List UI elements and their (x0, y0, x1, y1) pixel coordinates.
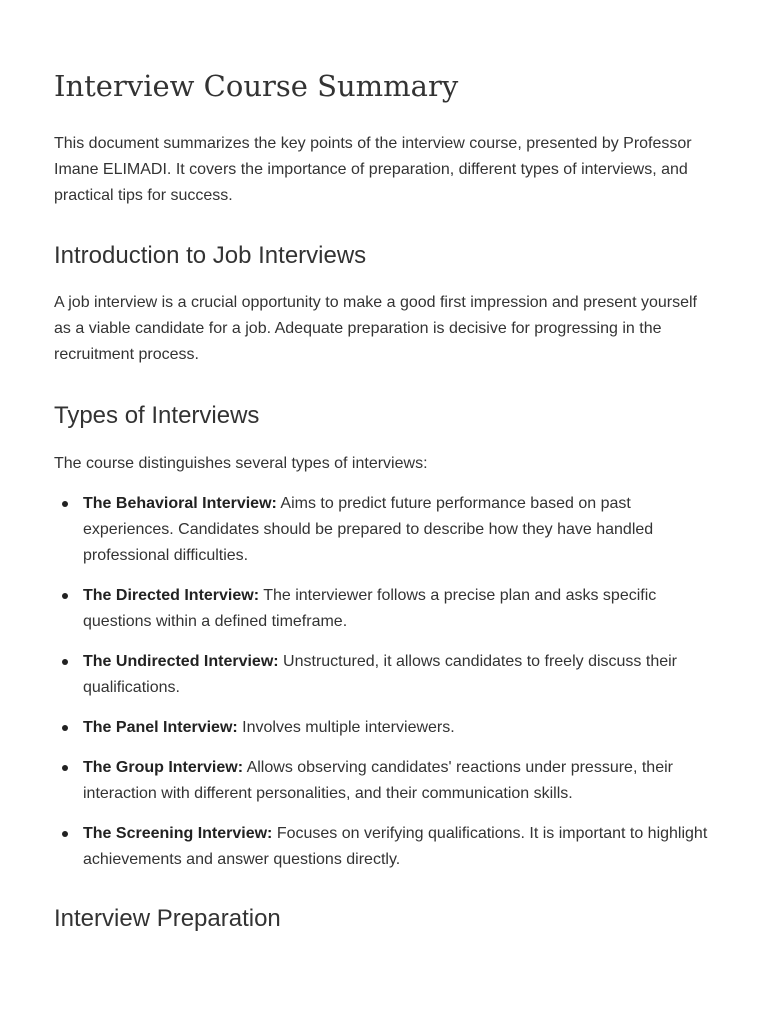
list-item-term: The Screening Interview: (83, 825, 273, 842)
list-item-text: Involves multiple interviewers. (237, 719, 455, 736)
heading-types: Types of Interviews (54, 402, 260, 429)
list-item-panel (54, 715, 720, 741)
bullet-icon (62, 501, 68, 507)
list-item-term: The Undirected Interview: (83, 653, 279, 670)
list-item-term: The Directed Interview: (83, 587, 260, 604)
list-item-text: Focuses on verifying qualifications. It is important to highlight achievements and answer questions directly. (83, 825, 708, 868)
list-item-term: The Panel Interview: (83, 719, 238, 736)
heading-introduction: Introduction to Job Interviews (54, 242, 367, 269)
interview-types-list (54, 491, 720, 887)
list-item-undirected (54, 649, 720, 701)
list-item-group (54, 755, 720, 807)
heading-preparation: Interview Preparation (54, 905, 281, 932)
list-item-text: Aims to predict future performance based on past experiences. Candidates should be prepared to describe how they have handled professional difficulties. (83, 495, 654, 564)
list-item-screening (54, 821, 720, 873)
list-item-text: Unstructured, it allows candidates to freely discuss their qualifications. (83, 653, 677, 696)
types-lead-paragraph: The course distinguishes several types of interviews: (54, 455, 428, 472)
introduction-paragraph: A job interview is a crucial opportunity to make a good first impression and present yourself as a viable candidate for a job. Adequate preparation is decisive for progressing in the recruitment process. (54, 294, 697, 363)
list-item-text: The interviewer follows a precise plan and asks specific questions within a defined timeframe. (83, 587, 657, 630)
list-item-text: Allows observing candidates' reactions under pressure, their interaction with different personalities, and their communication skills. (83, 759, 673, 802)
list-item-term: The Group Interview: (83, 759, 244, 776)
list-item-directed (54, 583, 720, 635)
bullet-icon (62, 725, 68, 731)
document-title: Interview Course Summary (54, 69, 459, 103)
bullet-icon (62, 659, 68, 665)
intro-paragraph: This document summarizes the key points of the interview course, presented by Professor Imane ELIMADI. It covers the importance of preparation, different types of interviews, and practical tips for success. (54, 135, 692, 204)
bullet-icon (62, 765, 68, 771)
bullet-icon (62, 593, 68, 599)
list-item-behavioral (54, 491, 720, 569)
list-item-term: The Behavioral Interview: (83, 495, 277, 512)
bullet-icon (62, 831, 68, 837)
